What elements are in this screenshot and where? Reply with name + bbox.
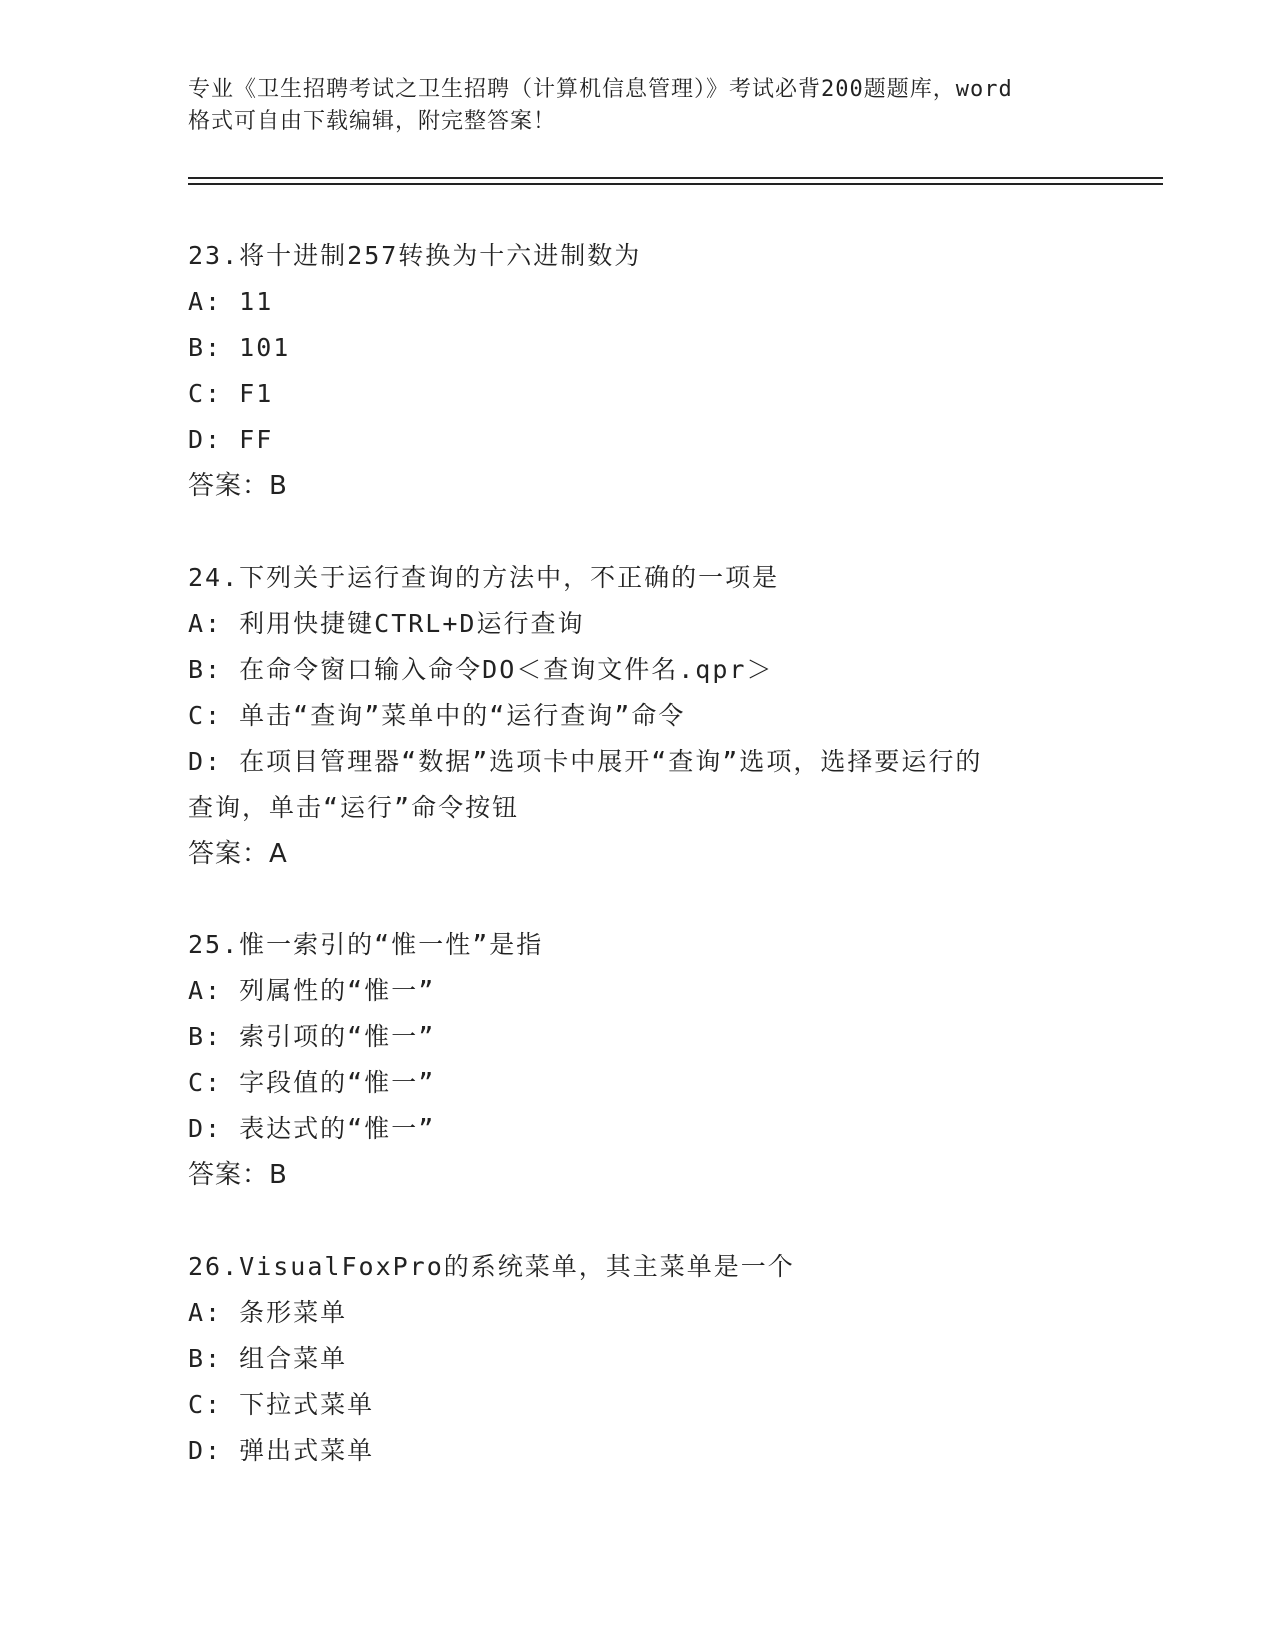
answer-label: 答案：B <box>188 1160 288 1190</box>
header-rule-top <box>188 177 1163 179</box>
option-a: A: 条形菜单 <box>188 1298 348 1327</box>
answer-label: 答案：A <box>188 839 288 869</box>
option-c: C: F1 <box>188 379 274 408</box>
question-stem: 23.将十进制257转换为十六进制数为 <box>188 241 642 270</box>
answer-label: 答案：B <box>188 471 288 501</box>
option-b: B: 101 <box>188 333 291 362</box>
option-d: D: 表达式的“惟一” <box>188 1114 436 1143</box>
option-c: C: 下拉式菜单 <box>188 1390 375 1419</box>
option-b: B: 在命令窗口输入命令DO＜查询文件名.qpr＞ <box>188 655 774 684</box>
question-stem: 25.惟一索引的“惟一性”是指 <box>188 930 544 959</box>
option-a: A: 列属性的“惟一” <box>188 976 436 1005</box>
document-header: 专业《卫生招聘考试之卫生招聘（计算机信息管理）》考试必背200题题库，word 格式可自由下载编辑，附完整答案！ <box>188 77 1013 134</box>
option-c: C: 单击“查询”菜单中的“运行查询”命令 <box>188 701 686 730</box>
option-d: D: 弹出式菜单 <box>188 1436 375 1465</box>
option-a: A: 利用快捷键CTRL+D运行查询 <box>188 609 585 638</box>
question-24 <box>188 555 1088 877</box>
option-d-continued: 查询，单击“运行”命令按钮 <box>188 793 520 822</box>
option-b: B: 组合菜单 <box>188 1344 348 1373</box>
option-d: D: 在项目管理器“数据”选项卡中展开“查询”选项，选择要运行的 <box>188 747 983 776</box>
question-stem: 26.VisualFoxPro的系统菜单，其主菜单是一个 <box>188 1252 795 1281</box>
question-23 <box>188 233 1088 509</box>
option-b: B: 索引项的“惟一” <box>188 1022 436 1051</box>
option-d: D: FF <box>188 425 274 454</box>
header-rule-bottom <box>188 183 1163 185</box>
option-c: C: 字段值的“惟一” <box>188 1068 436 1097</box>
question-25 <box>188 922 1088 1198</box>
question-stem: 24.下列关于运行查询的方法中，不正确的一项是 <box>188 563 780 592</box>
question-26 <box>188 1244 1088 1474</box>
option-a: A: 11 <box>188 287 274 316</box>
